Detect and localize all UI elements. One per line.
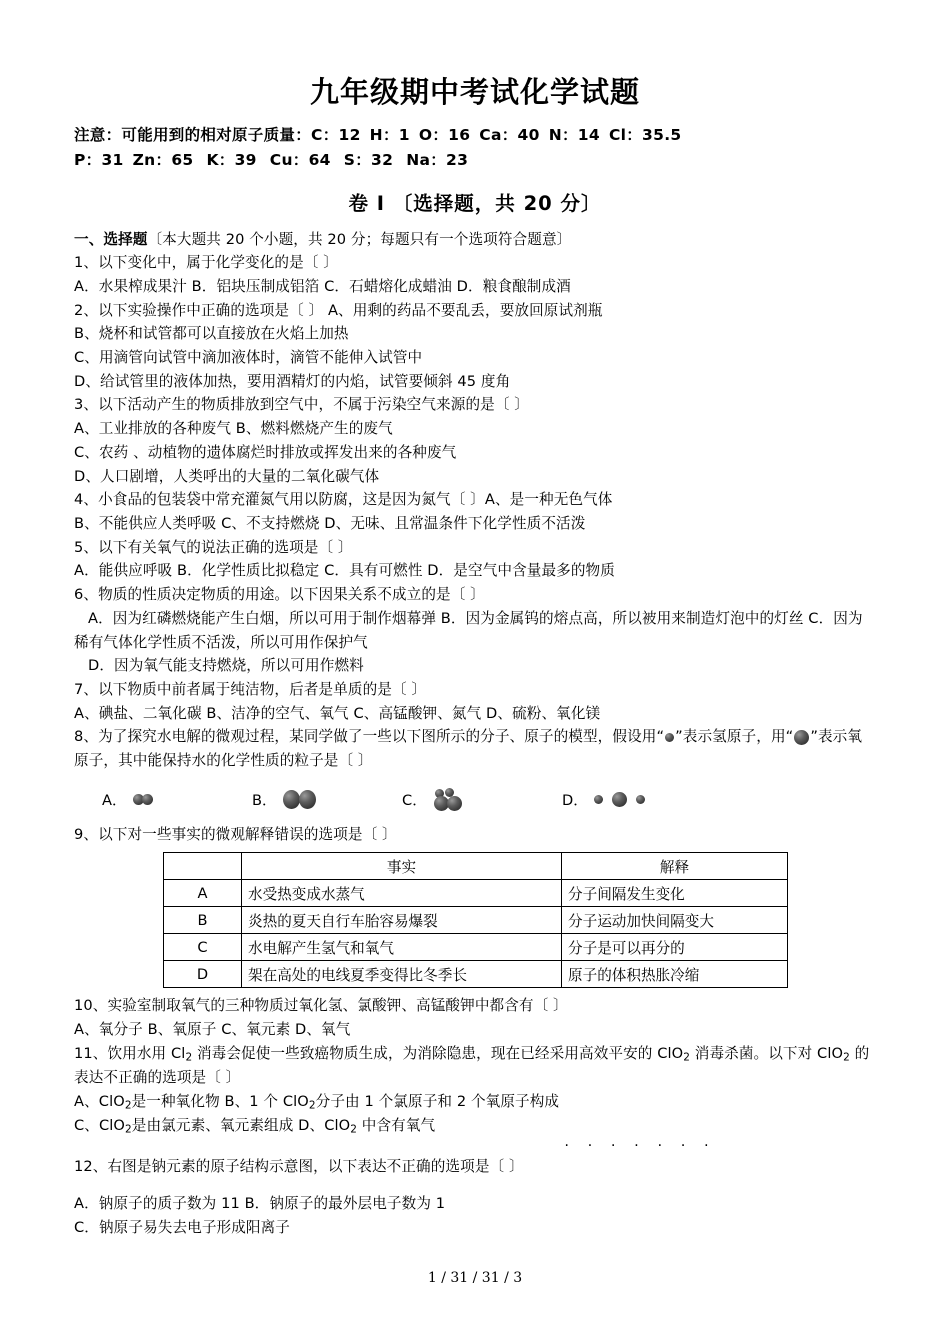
row-fact-c: 水电解产生氢气和氧气 — [242, 934, 562, 961]
question-6-options-abc: A．因为红磷燃烧能产生白烟，所以可用于制作烟幕弹 B．因为金属钨的熔点高，所以被用来制造灯泡中的灯丝 C．因为稀有气体化学性质不活泼，所以可用作保护气 — [74, 609, 863, 651]
mass-k: K：39 — [206, 151, 257, 170]
facts-explanations-table — [163, 852, 788, 988]
q1-text: 以下变化中，属于化学变化的是〔 〕 — [98, 254, 338, 272]
question-2-option-d: D、给试管里的液体加热，要用酒精灯的内焰，试管要倾斜 45 度角 — [74, 372, 511, 390]
mass-h: H：1 — [369, 126, 410, 145]
question-12-option-ab: A．钠原子的质子数为 11 B．钠原子的最外层电子数为 1 — [74, 1195, 446, 1213]
part-one-heading-rest: 〔本大题共 20 个小题，共 20 分；每题只有一个选项符合题意〕 — [147, 230, 572, 248]
model-option-d[interactable] — [562, 787, 645, 813]
model-option-b-label: B． — [252, 792, 277, 810]
table-row — [164, 880, 788, 907]
question-9-stem — [74, 823, 876, 847]
section-header-part1: 卷 I 〔选择题，共 20 分〕 — [348, 191, 602, 215]
subscript-2: 2 — [350, 1123, 358, 1136]
q4-number: 4、 — [74, 491, 99, 509]
row-label-d: D — [164, 961, 242, 988]
atomic-mass-notice-line2 — [74, 148, 876, 173]
question-10-options: A、氧分子 B、氧原子 C、氧元素 D、氧气 — [74, 1021, 351, 1039]
question-2-stem — [74, 299, 876, 323]
q5-text: 以下有关氧气的说法正确的选项是〔 〕 — [98, 538, 353, 556]
q10-number: 10、 — [74, 997, 108, 1015]
q7-number: 7、 — [74, 680, 99, 698]
row-explanation-b: 分子运动加快间隔变大 — [562, 907, 788, 934]
q8-text-part2: ”表示氢原子，用“ — [675, 728, 794, 746]
question-11-option-cd: C、ClO$_2$是由氯元素、氧元素组成 D、ClO$_2$ 中含有氧气 — [74, 1117, 436, 1136]
mass-zn: Zn：65 — [132, 151, 194, 170]
question-10-stem — [74, 994, 876, 1018]
question-5-stem — [74, 536, 876, 560]
q6-text: 物质的性质决定物质的用途。以下因果关系不成立的是〔 〕 — [98, 586, 485, 604]
q8-text-part1: 为了探究水电解的微观过程，某同学做了一些以下图所示的分子、原子的模型，假设用“ — [98, 728, 665, 746]
q11-number: 11、 — [74, 1044, 108, 1062]
q8-number: 8、 — [74, 728, 99, 746]
hydrogen-atom-icon — [636, 795, 645, 804]
part-one-heading-bold: 一、选择题 — [74, 230, 148, 248]
question-1-options: A．水果榨成果汁 B．铝块压制成铝箔 C．石蜡熔化成蜡油 D．粮食酿制成酒 — [74, 277, 571, 295]
subscript-2: 2 — [125, 1123, 132, 1136]
hydrogen-atom-icon — [142, 794, 153, 805]
row-fact-b: 炎热的夏天自行车胎容易爆裂 — [242, 907, 562, 934]
model-option-a[interactable] — [102, 787, 252, 813]
q12-text: 右图是钠元素的原子结构示意图，以下表达不正确的选项是〔 〕 — [107, 1157, 524, 1175]
question-3-option-d: D、人口剧增，人类呼出的大量的二氧化碳气体 — [74, 467, 380, 485]
subscript-2: 2 — [843, 1051, 850, 1064]
q2-text: 以下实验操作中正确的选项是〔 〕 A、用剩的药品不要乱丢，要放回原试剂瓶 — [98, 301, 603, 319]
model-option-b[interactable] — [252, 787, 402, 813]
question-3-option-ab: A、工业排放的各种废气 B、燃料燃烧产生的废气 — [74, 420, 393, 438]
row-explanation-a: 分子间隔发生变化 — [562, 880, 788, 907]
q8-text-part3: ”表示氧原子，其中能保持水的化学性质的粒子是〔 〕 — [74, 728, 863, 770]
mass-o: O：16 — [418, 126, 471, 145]
q4-text: 小食品的包装袋中常充灌氮气用以防腐，这是因为氮气〔 〕A、是一种无色气体 — [98, 491, 613, 509]
emphasis-dots: · · · · · · · — [564, 1136, 716, 1154]
table-row — [164, 934, 788, 961]
mass-cl: Cl：35.5 — [608, 126, 682, 145]
page-content — [74, 0, 876, 1240]
mass-na: Na：23 — [406, 151, 469, 170]
question-9-table-wrapper — [74, 852, 876, 988]
mass-cu: Cu：64 — [269, 151, 331, 170]
row-label-b: B — [164, 907, 242, 934]
subscript-2: 2 — [683, 1051, 691, 1064]
question-5-options: A．能供应呼吸 B．化学性质比拟稳定 C．具有可燃性 D．是空气中含量最多的物质 — [74, 562, 615, 580]
row-label-c: C — [164, 934, 242, 961]
question-12-stem — [74, 1155, 876, 1179]
page-title: 九年级期中考试化学试题 — [309, 75, 640, 109]
table-header-row — [164, 853, 788, 880]
question-6-option-d: D．因为氧气能支持燃烧，所以可用作燃料 — [88, 657, 364, 675]
table-row — [164, 907, 788, 934]
subscript-2: 2 — [308, 1099, 316, 1112]
mass-p: P：31 — [74, 151, 124, 170]
part-one-heading — [74, 228, 876, 252]
hydrogen-atom-icon — [594, 795, 603, 804]
question-11-option-ab: A、ClO$_2$是一种氧化物 B、1 个 ClO$_2$分子由 1 个氯原子和 2 个氧原子构成 — [74, 1092, 560, 1112]
model-option-a-label: A． — [102, 792, 127, 810]
q1-number: 1、 — [74, 254, 99, 272]
model-b-diagram — [283, 787, 316, 813]
question-11-stem: 11、饮用水用 $Cl_2$ 消毒会促使一些致癌物质生成，为消除隐患，现在已经采用高效平安的 ClO$_2$ 消毒杀菌。以下对 ClO$_2$ 的表达不正确的选项是〔 〕 — [74, 1044, 870, 1087]
oxygen-atom-icon — [283, 790, 300, 809]
question-4-stem — [74, 488, 876, 512]
question-2-option-c: C、用滴管向试管中滴加液体时，滴管不能伸入试管中 — [74, 349, 423, 367]
question-4-options-bcd: B、不能供应人类呼吸 C、不支持燃烧 D、无味、且常温条件下化学性质不活泼 — [74, 515, 586, 532]
mass-ca: Ca：40 — [479, 126, 540, 145]
model-option-d-label: D． — [562, 792, 588, 810]
question-12-option-c: C．钠原子易失去电子形成阳离子 — [74, 1219, 291, 1237]
question-7-stem — [74, 678, 876, 702]
question-3-option-c: C、农药 、动植物的遗体腐烂时排放或挥发出来的各种废气 — [74, 443, 457, 461]
q10-text: 实验室制取氧气的三种物质过氧化氢、氯酸钾、高锰酸钾中都含有〔 〕 — [107, 997, 568, 1015]
notice-label: 注意：可能用到的相对原子质量： — [74, 126, 312, 145]
row-fact-a: 水受热变成水蒸气 — [242, 880, 562, 907]
subscript-2: 2 — [185, 1051, 193, 1064]
page-footer: 1 / 31 / 31 / 3 — [427, 1270, 523, 1286]
q9-text: 以下对一些事实的微观解释错误的选项是〔 〕 — [98, 825, 397, 843]
model-d-diagram — [594, 787, 645, 813]
q12-number: 12、 — [74, 1157, 108, 1175]
q9-number: 9、 — [74, 825, 99, 843]
header-blank — [164, 853, 242, 880]
q6-number: 6、 — [74, 586, 99, 604]
atomic-mass-notice — [74, 123, 876, 148]
row-label-a: A — [164, 880, 242, 907]
q2-number: 2、 — [74, 301, 99, 319]
question-3-stem — [74, 393, 876, 417]
hydrogen-atom-icon — [665, 733, 674, 742]
question-8-stem — [74, 725, 876, 772]
model-a-diagram — [133, 787, 153, 813]
row-explanation-c: 分子是可以再分的 — [562, 934, 788, 961]
q3-number: 3、 — [74, 396, 99, 414]
row-explanation-d: 原子的体积热胀冷缩 — [562, 961, 788, 988]
header-explanation: 解释 — [562, 853, 788, 880]
oxygen-atom-icon — [794, 730, 809, 745]
model-c-diagram — [433, 787, 467, 813]
question-8-model-options — [74, 783, 876, 817]
q5-number: 5、 — [74, 538, 99, 556]
question-6-stem — [74, 583, 876, 607]
oxygen-atom-icon — [299, 790, 316, 809]
mass-s: S：32 — [343, 151, 394, 170]
mass-c: C：12 — [311, 126, 361, 145]
header-fact: 事实 — [242, 853, 562, 880]
subscript-2: 2 — [124, 1099, 132, 1112]
row-fact-d: 架在高处的电线夏季变得比冬季长 — [242, 961, 562, 988]
mass-n: N：14 — [548, 126, 600, 145]
question-7-options: A、碘盐、二氧化碳 B、洁净的空气、氧气 C、高锰酸钾、氮气 D、硫粉、氧化镁 — [74, 704, 601, 722]
oxygen-atom-icon — [447, 796, 462, 811]
q3-text: 以下活动产生的物质排放到空气中，不属于污染空气来源的是〔 〕 — [98, 396, 529, 414]
question-1-stem — [74, 251, 876, 275]
model-option-c[interactable] — [402, 787, 562, 813]
model-option-c-label: C． — [402, 792, 427, 810]
question-2-option-b: B、烧杯和试管都可以直接放在火焰上加热 — [74, 325, 349, 343]
oxygen-atom-icon — [612, 792, 627, 807]
q7-text: 以下物质中前者属于纯洁物，后者是单质的是〔 〕 — [98, 680, 427, 698]
table-row — [164, 961, 788, 988]
